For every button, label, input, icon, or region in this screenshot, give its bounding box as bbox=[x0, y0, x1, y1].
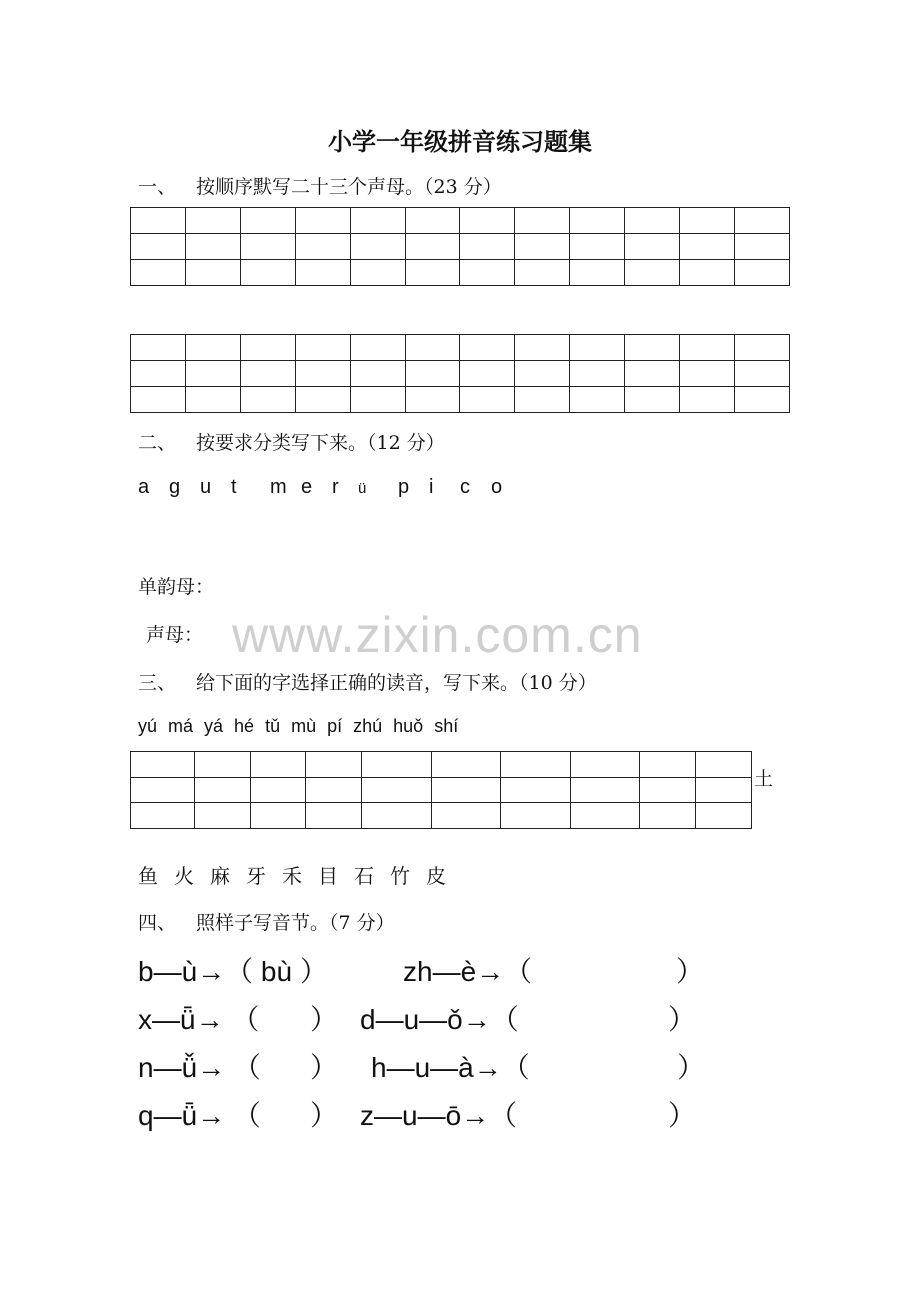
section-3-text: 给下面的字选择正确的读音，写下来。（10 分） bbox=[196, 672, 597, 694]
section-4-number: 四、 bbox=[138, 912, 177, 934]
character-item: 鱼 bbox=[138, 864, 158, 888]
character-item: 火 bbox=[174, 864, 194, 888]
letter: e bbox=[301, 476, 313, 498]
section-1-heading bbox=[138, 172, 502, 199]
writing-grid-2[interactable] bbox=[130, 334, 790, 413]
letter: a bbox=[138, 476, 150, 498]
exercise-row-2-right: d—u—ǒ→（ bbox=[360, 1004, 519, 1035]
section-2-text: 按要求分类写下来。（12 分） bbox=[196, 432, 445, 454]
letter: m bbox=[270, 476, 287, 498]
pinyin-item: shí bbox=[434, 716, 459, 736]
section-3-number: 三、 bbox=[138, 672, 177, 694]
letter: g bbox=[169, 476, 181, 498]
exercise-row-4-right: z—u—ō→（ bbox=[360, 1100, 518, 1131]
letter: r bbox=[332, 476, 339, 498]
character-item: 竹 bbox=[390, 864, 410, 888]
example-row-1-right: zh—è→（ bbox=[403, 956, 533, 987]
character-item: 目 bbox=[318, 864, 338, 888]
character-item: 皮 bbox=[426, 864, 446, 888]
exercise-row-2-left-close: ） bbox=[310, 1004, 339, 1035]
pinyin-item: yá bbox=[204, 716, 224, 736]
pinyin-item: huǒ bbox=[393, 716, 424, 736]
section-4-heading bbox=[138, 908, 395, 935]
page-title: 小学一年级拼音练习题集 bbox=[328, 128, 592, 156]
character-item: 禾 bbox=[282, 864, 302, 888]
character-list bbox=[138, 860, 462, 889]
letter: o bbox=[491, 476, 503, 498]
pinyin-item: hé bbox=[234, 716, 255, 736]
letter: t bbox=[231, 476, 237, 498]
pinyin-item: má bbox=[168, 716, 194, 736]
character-item: 石 bbox=[354, 864, 374, 888]
section-3-heading bbox=[138, 668, 597, 695]
section-2-heading bbox=[138, 428, 445, 455]
writing-grid-1[interactable] bbox=[130, 207, 790, 286]
section-2-number: 二、 bbox=[138, 432, 177, 454]
exercise-row-3-close: ） bbox=[677, 1052, 706, 1083]
exercise-row-3-left: n—ǚ→ （ bbox=[138, 1052, 261, 1083]
pinyin-list bbox=[138, 716, 469, 737]
letter: u bbox=[200, 476, 212, 498]
section-1-text: 按顺序默写二十三个声母。（23 分） bbox=[196, 176, 502, 198]
letter-list bbox=[138, 476, 522, 499]
section-4-text: 照样子写音节。（7 分） bbox=[196, 912, 395, 934]
side-character: 土 bbox=[754, 768, 774, 790]
letter: c bbox=[460, 476, 470, 498]
example-row-1-left: b—ù→（ bù ） bbox=[138, 956, 328, 987]
character-item: 麻 bbox=[210, 864, 230, 888]
single-finals-label: 单韵母： bbox=[138, 576, 215, 598]
exercise-row-2-close: ） bbox=[668, 1004, 697, 1035]
section-1-number: 一、 bbox=[138, 176, 177, 198]
watermark: www.zixin.com.cn bbox=[232, 607, 643, 663]
exercise-row-4-close: ） bbox=[668, 1100, 697, 1131]
example-row-1-close: ） bbox=[676, 956, 705, 987]
exercise-row-4-left-close: ） bbox=[310, 1100, 339, 1131]
letter: i bbox=[429, 476, 434, 498]
pinyin-item: tǔ bbox=[265, 716, 281, 736]
pinyin-item: mù bbox=[291, 716, 317, 736]
exercise-row-3-left-close: ） bbox=[310, 1052, 339, 1083]
pinyin-item: zhú bbox=[353, 716, 383, 736]
character-item: 牙 bbox=[246, 864, 266, 888]
pinyin-item: pí bbox=[327, 716, 343, 736]
exercise-row-3-right: h—u—à→（ bbox=[371, 1052, 530, 1083]
letter: ü bbox=[358, 480, 367, 497]
pinyin-item: yú bbox=[138, 716, 158, 736]
initials-label: 声母： bbox=[146, 624, 204, 646]
exercise-row-2-left: x—ǖ→ （ bbox=[138, 1004, 260, 1035]
exercise-row-4-left: q—ǖ→ （ bbox=[138, 1100, 261, 1131]
writing-grid-3[interactable] bbox=[130, 751, 752, 829]
letter: p bbox=[398, 476, 410, 498]
